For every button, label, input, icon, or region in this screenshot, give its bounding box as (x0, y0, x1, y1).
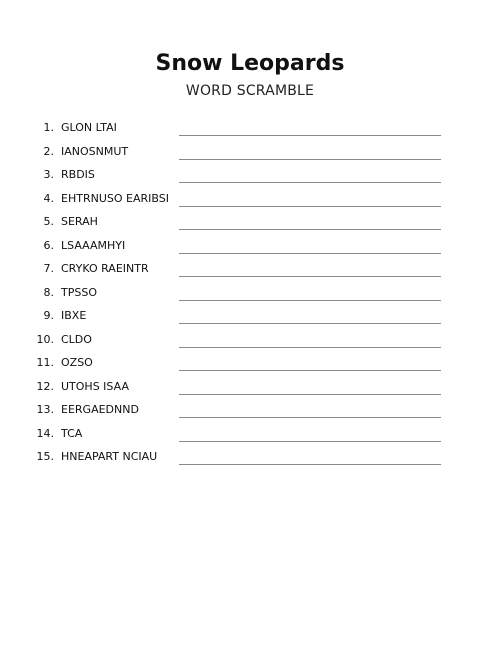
item-number: 4. (43, 191, 54, 205)
scramble-row (0, 377, 500, 401)
item-number: 9. (43, 309, 54, 322)
scrambled-word: CRYKO RAEINTR (61, 262, 149, 275)
scrambled-word: HNEAPART NCIAU (61, 450, 158, 463)
scramble-row (0, 330, 500, 354)
answer-line[interactable] (179, 370, 441, 371)
answer-line[interactable] (179, 300, 441, 301)
scramble-row (0, 142, 500, 166)
item-number: 3. (43, 168, 54, 181)
scramble-row (0, 118, 500, 142)
scrambled-word: GLON LTAI (61, 121, 117, 134)
answer-line[interactable] (179, 276, 441, 277)
answer-line[interactable] (179, 159, 441, 160)
scrambled-word: SERAH (61, 215, 98, 228)
worksheet-subtitle: WORD SCRAMBLE (185, 83, 315, 99)
item-number: 11. (36, 356, 54, 369)
item-number: 12. (36, 379, 54, 393)
scrambled-word: EERGAEDNND (61, 403, 139, 416)
item-number: 2. (43, 144, 54, 158)
scramble-row (0, 189, 500, 213)
scramble-row (0, 236, 500, 260)
worksheet-title: Snow Leopards (155, 51, 345, 76)
answer-line[interactable] (179, 229, 441, 230)
scrambled-word: OZSO (61, 356, 93, 369)
scrambled-word: CLDO (61, 332, 92, 346)
scrambled-word: RBDIS (61, 168, 95, 181)
answer-line[interactable] (179, 206, 441, 207)
answer-line[interactable] (179, 464, 441, 465)
scramble-row (0, 259, 500, 283)
scrambled-word: TPSSO (61, 285, 97, 299)
scrambled-word: EHTRNUSO EARIBSI (61, 191, 169, 205)
scrambled-word: UTOHS ISAA (61, 379, 129, 393)
item-number: 7. (43, 262, 54, 275)
item-number: 10. (36, 332, 54, 346)
scrambled-word: LSAAAMHYI (61, 238, 126, 252)
answer-line[interactable] (179, 394, 441, 395)
item-number: 5. (43, 215, 54, 228)
answer-line[interactable] (179, 135, 441, 136)
answer-line[interactable] (179, 323, 441, 324)
item-number: 1. (43, 121, 54, 134)
item-number: 14. (36, 426, 54, 440)
scramble-row (0, 306, 500, 330)
answer-line[interactable] (179, 182, 441, 183)
scramble-row (0, 212, 500, 236)
item-number: 13. (36, 403, 54, 416)
answer-line[interactable] (179, 441, 441, 442)
answer-line[interactable] (179, 347, 441, 348)
item-number: 15. (36, 450, 54, 463)
scramble-row (0, 283, 500, 307)
scramble-row (0, 165, 500, 189)
answer-line[interactable] (179, 417, 441, 418)
item-number: 8. (43, 285, 54, 299)
scrambled-word: IBXE (61, 309, 87, 322)
scramble-list (0, 118, 500, 471)
scramble-row (0, 353, 500, 377)
scrambled-word: IANOSNMUT (61, 144, 129, 158)
item-number: 6. (43, 238, 54, 252)
scrambled-word: TCA (61, 426, 83, 440)
scramble-row (0, 447, 500, 471)
scramble-row (0, 400, 500, 424)
scramble-row (0, 424, 500, 448)
answer-line[interactable] (179, 253, 441, 254)
